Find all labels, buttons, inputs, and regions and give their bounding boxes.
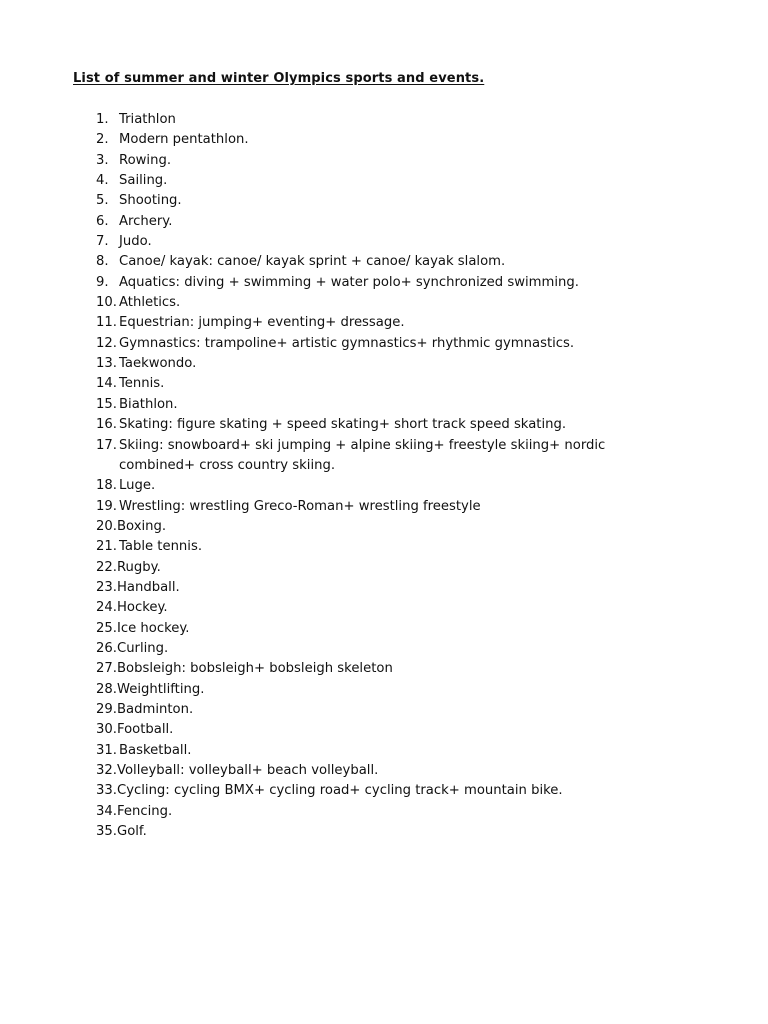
list-item-text: Judo. <box>119 234 152 250</box>
list-item-number: 15. <box>96 396 117 412</box>
list-item-number: 11. <box>96 315 117 331</box>
list-item <box>96 354 656 374</box>
list-item-number: 23. <box>96 579 117 595</box>
list-item <box>96 436 656 477</box>
list-item-number: 26. <box>96 640 117 656</box>
list-item <box>96 273 656 293</box>
list-item-number: 4. <box>96 173 109 189</box>
list-item-text: Cycling: cycling BMX+ cycling road+ cycling track+ mountain bike. <box>116 783 563 799</box>
list-item-number: 20. <box>96 518 117 534</box>
list-item-text: Skiing: snowboard+ ski jumping + alpine skiing+ freestyle skiing+ nordic combined+ cross country skiing. <box>119 437 606 473</box>
list-item-text: Boxing. <box>116 518 167 534</box>
list-item <box>96 334 656 354</box>
list-item-text: Sailing. <box>119 173 168 189</box>
list-item-text: Canoe/ kayak: canoe/ kayak sprint + canoe/ kayak slalom. <box>119 254 506 270</box>
list-item-text: Shooting. <box>119 193 182 209</box>
list-item-number: 16. <box>96 417 117 433</box>
list-item-number: 34. <box>96 803 117 819</box>
list-item-number: 25. <box>96 620 117 636</box>
list-item <box>96 659 656 679</box>
list-item <box>96 822 656 842</box>
list-item-text: Archery. <box>119 213 173 229</box>
list-item-number: 21. <box>96 539 117 555</box>
list-item <box>96 151 656 171</box>
list-item-number: 2. <box>96 132 109 148</box>
list-item-number: 12. <box>96 335 117 351</box>
list-item-text: Hockey. <box>116 600 168 616</box>
list-item-text: Curling. <box>116 640 169 656</box>
list-item-number: 24. <box>96 600 117 616</box>
list-item-text: Bobsleigh: bobsleigh+ bobsleigh skeleton <box>116 661 393 677</box>
list-item <box>96 191 656 211</box>
list-item-text: Golf. <box>116 824 147 840</box>
list-item <box>96 761 656 781</box>
list-item-text: Modern pentathlon. <box>119 132 249 148</box>
list-item-number: 14. <box>96 376 117 392</box>
list-item-text: Aquatics: diving + swimming + water polo+ synchronized swimming. <box>119 274 579 290</box>
list-item <box>96 517 656 537</box>
list-item-number: 3. <box>96 152 109 168</box>
list-item-text: Athletics. <box>119 295 181 311</box>
list-item-text: Equestrian: jumping+ eventing+ dressage. <box>119 315 405 331</box>
list-item <box>96 476 656 496</box>
list-item <box>96 395 656 415</box>
list-item-text: Skating: figure skating + speed skating+ short track speed skating. <box>119 417 567 433</box>
list-item <box>96 313 656 333</box>
list-item-text: Wrestling: wrestling Greco-Roman+ wrestling freestyle <box>119 498 481 514</box>
list-item-text: Volleyball: volleyball+ beach volleyball. <box>116 763 379 778</box>
list-item <box>96 537 656 557</box>
list-item-number: 32. <box>96 763 117 778</box>
list-item <box>96 293 656 313</box>
list-item <box>96 130 656 150</box>
list-item <box>96 578 656 598</box>
list-item-number: 1. <box>96 112 109 127</box>
list-item-number: 31. <box>96 742 117 758</box>
list-item-number: 35. <box>96 824 117 840</box>
list-item-text: Biathlon. <box>119 396 178 412</box>
list-item-number: 27. <box>96 661 117 677</box>
list-item-text: Rugby. <box>116 559 161 575</box>
list-item-text: Badminton. <box>116 701 194 717</box>
list-item-text: Rowing. <box>119 152 172 168</box>
list-item <box>96 212 656 232</box>
list-item-text: Luge. <box>119 478 156 494</box>
list-item <box>96 497 656 517</box>
list-item-number: 30. <box>96 722 117 738</box>
list-item-text: Tennis. <box>119 376 165 392</box>
list-item-text: Weightlifting. <box>116 681 205 697</box>
sports-list <box>96 110 656 842</box>
list-item <box>96 598 656 618</box>
list-item-text: Taekwondo. <box>119 356 197 372</box>
list-item-number: 22. <box>96 559 117 575</box>
list-item <box>96 619 656 639</box>
list-item-text: Gymnastics: trampoline+ artistic gymnastics+ rhythmic gymnastics. <box>119 335 575 351</box>
list-item-number: 6. <box>96 213 109 229</box>
list-item-number: 18. <box>96 478 117 494</box>
list-item-text: Table tennis. <box>119 539 203 555</box>
list-item <box>96 802 656 822</box>
list-item-text: Ice hockey. <box>116 620 190 636</box>
list-item-text: Handball. <box>116 579 180 595</box>
list-item <box>96 110 656 130</box>
list-item-number: 17. <box>96 437 117 453</box>
list-item <box>96 700 656 720</box>
list-item-text: Basketball. <box>119 742 192 758</box>
list-item <box>96 720 656 740</box>
list-item <box>96 232 656 252</box>
list-item <box>96 374 656 394</box>
list-item-text: Fencing. <box>116 803 173 819</box>
list-item <box>96 639 656 659</box>
list-item-text: Triathlon <box>119 112 176 127</box>
list-item <box>96 252 656 272</box>
list-item-text: Football. <box>116 722 174 738</box>
list-item <box>96 171 656 191</box>
list-item <box>96 558 656 578</box>
list-item-number: 9. <box>96 274 109 290</box>
page-title: List of summer and winter Olympics sports and events. <box>73 71 485 86</box>
list-item-number: 13. <box>96 356 117 372</box>
list-item-number: 19. <box>96 498 117 514</box>
list-item-number: 7. <box>96 234 109 250</box>
list-item-number: 10. <box>96 295 117 311</box>
list-item <box>96 680 656 700</box>
list-item-number: 28. <box>96 681 117 697</box>
list-item <box>96 741 656 761</box>
list-item <box>96 415 656 435</box>
list-item <box>96 781 656 801</box>
list-item-number: 29. <box>96 701 117 717</box>
list-item-number: 33. <box>96 783 117 799</box>
list-item-number: 8. <box>96 254 109 270</box>
list-item-number: 5. <box>96 193 109 209</box>
